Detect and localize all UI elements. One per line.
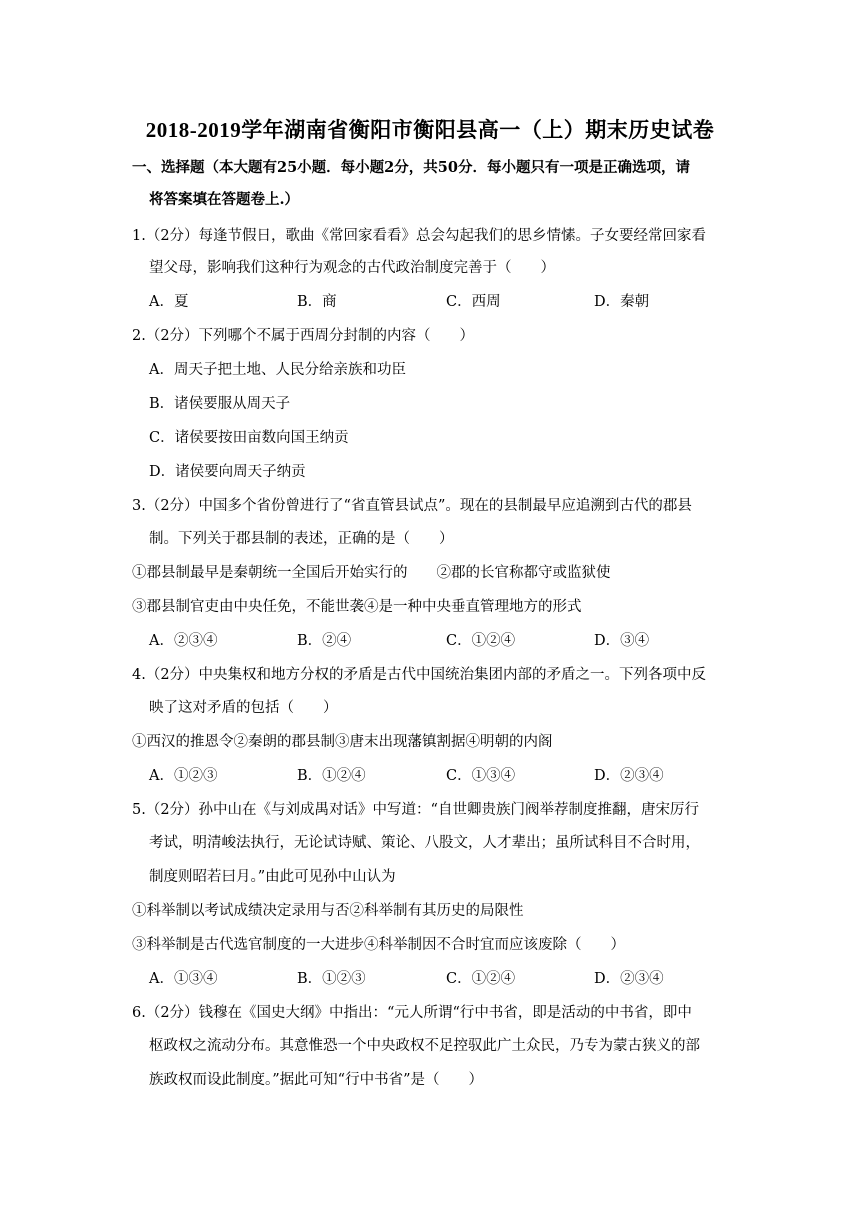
question-5-option-d: D．②③④ (594, 971, 664, 987)
question-3-line-1: 3.（2分）中国多个省份曾进行了“省直管县试点”。现在的县制最早应追溯到古代的郡县 (132, 498, 692, 514)
question-4-line-1: 4.（2分）中央集权和地方分权的矛盾是古代中国统治集团内部的矛盾之一。下列各项中反 (132, 667, 707, 683)
question-1-option-a: A．夏 (149, 294, 189, 310)
question-5-option-a: A．①③④ (149, 971, 218, 987)
question-4-statement-line: ①西汉的推恩令②秦朗的郡县制③唐末出现藩镇割据④明朝的内阁 (132, 734, 553, 750)
question-5-option-c: C．①②④ (446, 971, 516, 987)
question-3-option-c: C．①②④ (446, 633, 516, 649)
question-5-statement-line-2: ③科举制是古代选官制度的一大进步④科举制因不合时宜而应该废除（ ） (132, 937, 625, 953)
section-heading-line-1: 一、选择题（本大题有25小题．每小题2分，共50分．每小题只有一项是正确选项，请 (132, 159, 690, 176)
question-2-option-d: D．诸侯要向周天子纳贡 (149, 464, 306, 480)
question-2-option-b: B．诸侯要服从周天子 (149, 396, 291, 412)
question-3-line-2: 制。下列关于郡县制的表述，正确的是（ ） (149, 531, 454, 547)
question-4-option-c: C．①③④ (446, 768, 516, 784)
question-1-line-2: 望父母，影响我们这种行为观念的古代政治制度完善于（ ） (149, 260, 555, 276)
question-3-option-a: A．②③④ (149, 633, 218, 649)
question-4-option-d: D．②③④ (594, 768, 664, 784)
question-6-line-1: 6.（2分）钱穆在《国史大纲》中指出：“元人所谓“行中书省，即是活动的中书省，即中 (132, 1005, 692, 1021)
question-4-option-b: B．①②④ (297, 768, 366, 784)
question-1-option-c: C．西周 (446, 294, 501, 310)
question-1-line-1: 1.（2分）每逢节假日，歌曲《常回家看看》总会勾起我们的思乡情愫。子女要经常回家看 (132, 228, 707, 244)
question-5-line-2: 考试，明清峻法执行，无论试诗赋、策论、八股文，人才辈出；虽所试科目不合时用， (149, 835, 700, 851)
question-1-option-b: B．商 (297, 294, 337, 310)
section-heading-line-2: 将答案填在答题卷上.） (149, 191, 300, 208)
question-3-statement-line-2: ③郡县制官吏由中央任免，不能世袭④是一种中央垂直管理地方的形式 (132, 599, 582, 615)
question-2-line-1: 2.（2分）下列哪个不属于西周分封制的内容（ ） (132, 328, 475, 344)
question-3-option-b: B．②④ (297, 633, 352, 649)
question-1-option-d: D．秦朝 (594, 294, 650, 310)
question-3-statement-line-1: ①郡县制最早是秦朝统一全国后开始实行的 ②郡的长官称都守或监狱使 (132, 565, 611, 581)
question-2-option-c: C．诸侯要按田亩数向国王纳贡 (149, 430, 349, 446)
exam-title: 2018-2019学年湖南省衡阳市衡阳县高一（上）期末历史试卷 (145, 118, 715, 142)
question-5-statement-line-1: ①科举制以考试成绩决定录用与否②科举制有其历史的局限性 (132, 903, 524, 919)
question-2-option-a: A．周天子把土地、人民分给亲族和功臣 (149, 362, 406, 378)
question-4-line-2: 映了这对矛盾的包括（ ） (149, 700, 338, 716)
question-5-line-1: 5.（2分）孙中山在《与刘成禺对话》中写道：“自世卿贵族门阀举荐制度推翻，唐宋厉行 (132, 802, 699, 818)
question-6-line-3: 族政权而设此制度。”据此可知“行中书省”是（ ） (149, 1072, 483, 1088)
question-6-line-2: 枢政权之流动分布。其意惟恐一个中央政权不足控驭此广土众民，乃专为蒙古狭义的部 (149, 1038, 700, 1054)
question-3-option-d: D．③④ (594, 633, 650, 649)
question-4-option-a: A．①②③ (149, 768, 218, 784)
question-5-option-b: B．①②③ (297, 971, 366, 987)
question-5-line-3: 制度则昭若曰月。”由此可见孙中山认为 (149, 869, 396, 885)
